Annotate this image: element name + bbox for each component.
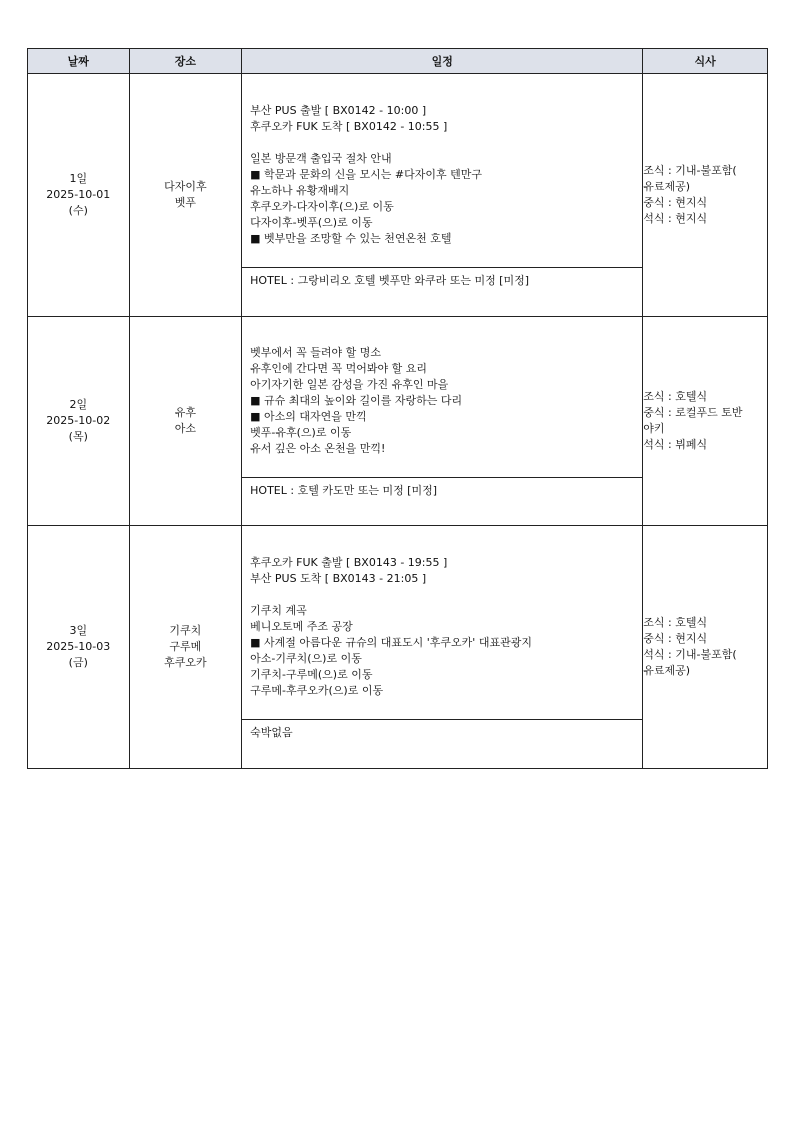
schedule-line: 유서 깊은 아소 온천을 만끽! bbox=[250, 441, 386, 455]
date-cell bbox=[28, 317, 130, 526]
schedule-line bbox=[250, 135, 634, 151]
schedule-line: ■ 규슈 최대의 높이와 길이를 자랑하는 다리 bbox=[250, 393, 463, 407]
schedule-line: 기쿠치 계곡 bbox=[250, 603, 307, 617]
place-name: 유후 bbox=[174, 406, 196, 419]
meal-cell bbox=[643, 317, 768, 526]
date-date: 2025-10-01 bbox=[46, 188, 111, 201]
schedule-cell bbox=[242, 317, 643, 526]
day-row bbox=[28, 317, 768, 526]
hotel-info: 숙박없음 bbox=[242, 719, 642, 746]
meal-line: 석식 : 현지식 bbox=[643, 212, 708, 225]
place-name: 아소 bbox=[174, 422, 196, 435]
schedule-text bbox=[242, 97, 642, 267]
schedule-text bbox=[242, 339, 642, 477]
meal-line: 조식 : 호텔식 bbox=[643, 616, 708, 629]
date-cell bbox=[28, 526, 130, 769]
schedule-line: 유후인에 간다면 꼭 먹어봐야 할 요리 bbox=[250, 361, 428, 375]
header-date: 날짜 bbox=[28, 49, 130, 74]
schedule-line: ■ 사계절 아름다운 규슈의 대표도시 '후쿠오카' 대표관광지 bbox=[250, 635, 532, 649]
date-weekday: (수) bbox=[68, 204, 88, 217]
schedule-line: 부산 PUS 도착 [ BX0143 - 21:05 ] bbox=[250, 571, 427, 585]
date-date: 2025-10-02 bbox=[46, 414, 111, 427]
schedule-line: 베니오토메 주조 공장 bbox=[250, 619, 353, 633]
date-cell bbox=[28, 74, 130, 317]
schedule-cell bbox=[242, 526, 643, 769]
header-meal: 식사 bbox=[643, 49, 768, 74]
date-day: 3일 bbox=[69, 624, 88, 637]
meal-line: 조식 : 기내-불포함( 유료제공) bbox=[643, 164, 737, 193]
date-weekday: (금) bbox=[68, 656, 88, 669]
schedule-line: ■ 학문과 문화의 신을 모시는 #다자이후 텐만구 bbox=[250, 167, 482, 181]
schedule-line: 후쿠오카 FUK 도착 [ BX0142 - 10:55 ] bbox=[250, 119, 448, 133]
date-day: 2일 bbox=[69, 398, 88, 411]
schedule-line: 벳푸-유후(으)로 이동 bbox=[250, 425, 352, 439]
schedule-line: 벳부에서 꼭 들려야 할 명소 bbox=[250, 345, 382, 359]
schedule-line: ■ 아소의 대자연을 만끽 bbox=[250, 409, 367, 423]
date-day: 1일 bbox=[69, 172, 88, 185]
schedule-line: 구루메-후쿠오카(으)로 이동 bbox=[250, 683, 384, 697]
schedule-line: 후쿠오카-다자이후(으)로 이동 bbox=[250, 199, 394, 213]
place-name: 구루메 bbox=[169, 640, 202, 653]
place-name: 다자이후 bbox=[164, 180, 207, 193]
schedule-line: 부산 PUS 출발 [ BX0142 - 10:00 ] bbox=[250, 103, 427, 117]
schedule-line: 기쿠치-구루메(으)로 이동 bbox=[250, 667, 373, 681]
schedule-line: 아소-기쿠치(으)로 이동 bbox=[250, 651, 362, 665]
schedule-line: 후쿠오카 FUK 출발 [ BX0143 - 19:55 ] bbox=[250, 555, 448, 569]
schedule-line: 일본 방문객 출입국 절차 안내 bbox=[250, 151, 392, 165]
meal-cell bbox=[643, 526, 768, 769]
meal-line: 중식 : 현지식 bbox=[643, 196, 708, 209]
place-name: 후쿠오카 bbox=[164, 656, 207, 669]
schedule-line: 아기자기한 일본 감성을 가진 유후인 마을 bbox=[250, 377, 449, 391]
schedule-text bbox=[242, 549, 642, 719]
meal-line: 중식 : 현지식 bbox=[643, 632, 708, 645]
schedule-cell bbox=[242, 74, 643, 317]
header-place: 장소 bbox=[129, 49, 242, 74]
date-date: 2025-10-03 bbox=[46, 640, 111, 653]
schedule-line: 유노하나 유황재배지 bbox=[250, 183, 350, 197]
place-name: 기쿠치 bbox=[169, 624, 202, 637]
itinerary-table bbox=[27, 48, 768, 769]
meal-line: 석식 : 기내-불포함( 유료제공) bbox=[643, 648, 737, 677]
header-schedule: 일정 bbox=[242, 49, 643, 74]
meal-cell bbox=[643, 74, 768, 317]
header-row bbox=[28, 49, 768, 74]
hotel-info: HOTEL : 호텔 카도만 또는 미정 [미정] bbox=[242, 477, 642, 504]
place-cell bbox=[129, 526, 242, 769]
meal-line: 석식 : 뷔페식 bbox=[643, 438, 708, 451]
meal-line: 중식 : 로컬푸드 토반 야키 bbox=[643, 406, 743, 435]
place-name: 벳푸 bbox=[174, 196, 196, 209]
meal-line: 조식 : 호텔식 bbox=[643, 390, 708, 403]
place-cell bbox=[129, 74, 242, 317]
day-row bbox=[28, 74, 768, 317]
date-weekday: (목) bbox=[68, 430, 88, 443]
day-row bbox=[28, 526, 768, 769]
schedule-line: ■ 벳부만을 조망할 수 있는 천연온천 호텔 bbox=[250, 231, 452, 245]
schedule-line: 다자이후-벳푸(으)로 이동 bbox=[250, 215, 373, 229]
place-cell bbox=[129, 317, 242, 526]
hotel-info: HOTEL : 그랑비리오 호텔 벳푸만 와쿠라 또는 미정 [미정] bbox=[242, 267, 642, 294]
schedule-line bbox=[250, 587, 634, 603]
